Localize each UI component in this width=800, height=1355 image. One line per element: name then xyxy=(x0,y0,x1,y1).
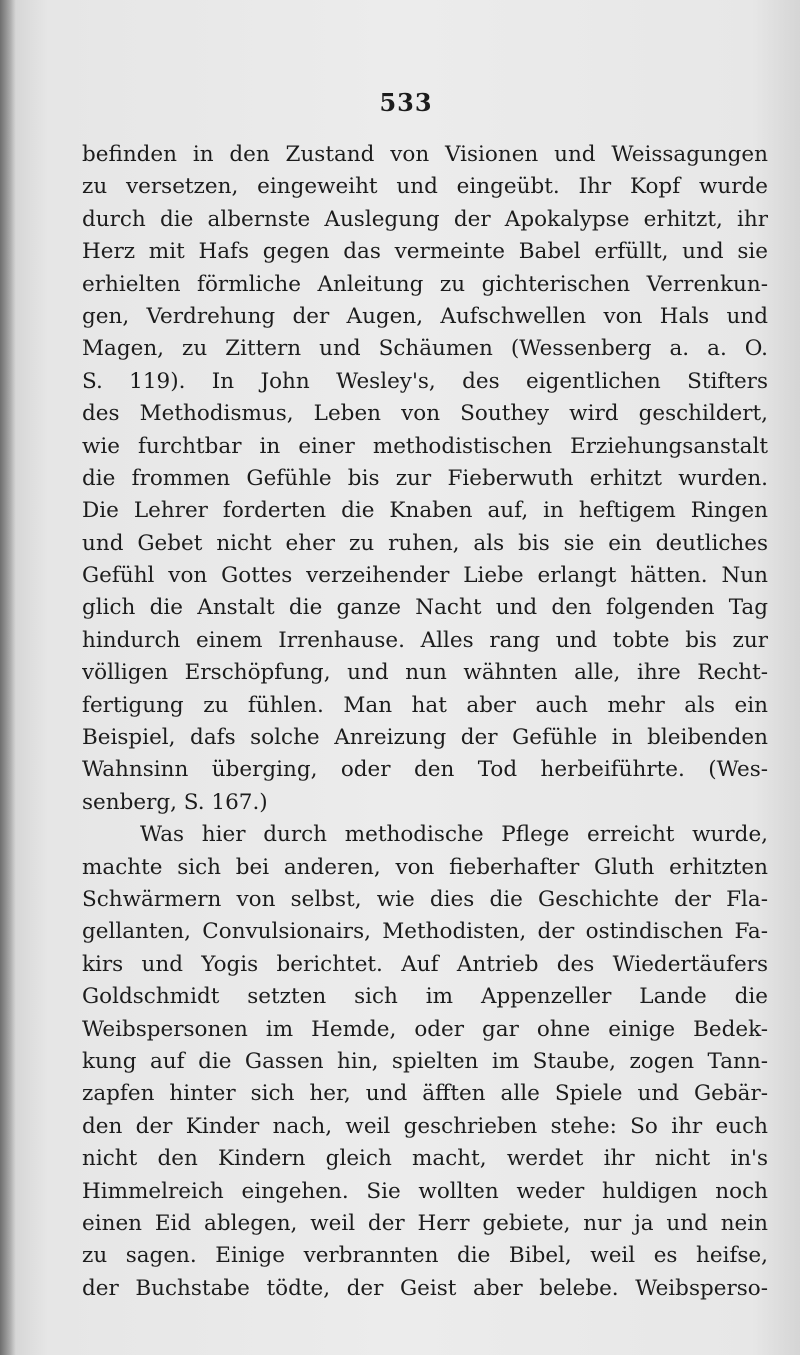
text-line: fertigung zu fühlen. Man hat aber auch mehr als ein xyxy=(82,692,768,718)
text-line: Himmelreich eingehen. Sie wollten weder huldigen noch xyxy=(82,1178,768,1204)
text-line: Weibspersonen im Hemde, oder gar ohne einige Bedek- xyxy=(82,1016,768,1042)
text-line: Goldschmidt setzten sich im Appenzeller Lande die xyxy=(82,984,768,1010)
text-line: glich die Anstalt die ganze Nacht und den folgenden Tag xyxy=(82,595,768,621)
paragraph-end-line: senberg, S. 167.) xyxy=(82,789,268,815)
text-line: Gefühl von Gottes verzeihender Liebe erlangt hätten. Nun xyxy=(82,563,768,589)
text-line: gen, Verdrehung der Augen, Aufschwellen von Hals und xyxy=(82,303,768,329)
paragraph-start-line: Was hier durch methodische Pflege erreicht wurde, xyxy=(140,822,768,848)
text-line: nicht den Kindern gleich macht, werdet ihr nicht in's xyxy=(82,1146,768,1172)
text-line: kirs und Yogis berichtet. Auf Antrieb des Wiedertäufers xyxy=(82,951,768,977)
text-line: durch die albernste Auslegung der Apokalypse erhitzt, ihr xyxy=(82,206,768,232)
text-line: wie furchtbar in einer methodistischen Erziehungsanstalt xyxy=(82,433,768,459)
text-line: befinden in den Zustand von Visionen und Weissagungen xyxy=(82,142,768,167)
text-line: zu sagen. Einige verbrannten die Bibel, weil es heifse, xyxy=(82,1243,768,1269)
text-line: zu versetzen, eingeweiht und eingeübt. Ihr Kopf wurde xyxy=(82,174,768,200)
text-line: machte sich bei anderen, von fieberhafter Gluth erhitzten xyxy=(82,854,768,880)
page-binding-edge xyxy=(0,0,16,1355)
text-line: erhielten förmliche Anleitung zu gichterischen Verrenkun- xyxy=(82,271,768,297)
body-text xyxy=(82,139,768,1305)
text-line: den der Kinder nach, weil geschrieben stehe: So ihr euch xyxy=(82,1113,768,1139)
text-line: einen Eid ablegen, weil der Herr gebiete, nur ja und nein xyxy=(82,1210,768,1236)
text-line: des Methodismus, Leben von Southey wird geschildert, xyxy=(82,401,768,427)
page-number: 533 xyxy=(379,88,433,117)
text-line: Die Lehrer forderten die Knaben auf, in heftigem Ringen xyxy=(82,498,768,524)
text-line: zapfen hinter sich her, und äfften alle Spiele und Gebär- xyxy=(82,1081,768,1107)
text-line: kung auf die Gassen hin, spielten im Staube, zogen Tann- xyxy=(82,1048,768,1074)
text-line: und Gebet nicht eher zu ruhen, als bis sie ein deutliches xyxy=(82,530,768,556)
text-line: die frommen Gefühle bis zur Fieberwuth erhitzt wurden. xyxy=(82,465,768,491)
text-line: völligen Erschöpfung, und nun wähnten alle, ihre Recht- xyxy=(82,660,768,686)
text-line: Beispiel, dafs solche Anreizung der Gefühle in bleibenden xyxy=(82,725,768,751)
text-line: S. 119). In John Wesley's, des eigentlichen Stifters xyxy=(82,368,768,394)
text-line: Magen, zu Zittern und Schäumen (Wessenberg a. a. O. xyxy=(82,336,768,362)
text-line: Schwärmern von selbst, wie dies die Geschichte der Fla- xyxy=(82,886,768,912)
text-line: hindurch einem Irrenhause. Alles rang und tobte bis zur xyxy=(82,627,768,653)
text-line: Herz mit Hafs gegen das vermeinte Babel erfüllt, und sie xyxy=(82,239,768,265)
text-line: der Buchstabe tödte, der Geist aber belebe. Weibsperso- xyxy=(82,1275,768,1301)
text-line: Wahnsinn überging, oder den Tod herbeiführte. (Wes- xyxy=(82,757,768,783)
text-line: gellanten, Convulsionairs, Methodisten, der ostindischen Fa- xyxy=(82,919,768,945)
